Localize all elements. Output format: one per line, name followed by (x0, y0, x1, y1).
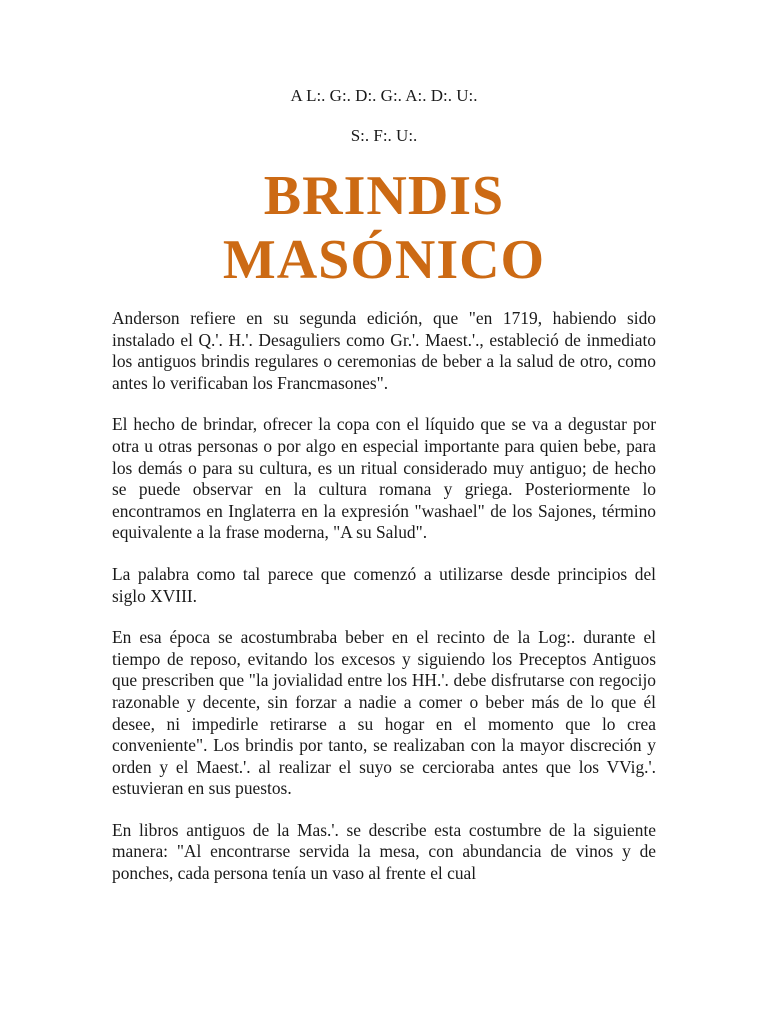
document-title (112, 164, 656, 292)
header-line-1: A L:. G:. D:. G:. A:. D:. U:. (290, 86, 478, 105)
paragraph-3: La palabra como tal parece que comenzó a utilizarse desde principios del siglo XVIII. (112, 563, 656, 606)
header-line-2: S:. F:. U:. (350, 126, 418, 145)
title-line-1: BRINDIS (263, 165, 505, 227)
title-line-2: MASÓNICO (222, 229, 546, 291)
paragraph-4: En esa época se acostumbraba beber en el recinto de la Log:. durante el tiempo de reposo, evitando los excesos y siguiendo los Preceptos Antiguos que prescriben que "la jovialidad entre los HH.'. debe disfrutarse con regocijo razonable y decente, sin forzar a nadie a comer o beber más de lo que él desee, ni impedirle retirarse a su hogar en el momento que lo crea conveniente". Los brindis por tanto, se realizaban con la mayor discreción y orden y el Maest.'. al realizar el suyo se cercioraba antes que los VVig.'. estuvieran en sus puestos. (112, 627, 656, 799)
paragraph-2: El hecho de brindar, ofrecer la copa con el líquido que se va a degustar por otra u otras personas o por algo en especial importante para quien bebe, para los demás o para su cultura, es un ritual considerado muy antiguo; de hecho se puede observar en la cultura romana y griega. Posteriormente lo encontramos en Inglaterra en la expresión "washael" de los Sajones, término equivalente a la frase moderna, "A su Salud". (112, 414, 656, 543)
body-text (112, 308, 656, 885)
paragraph-1: Anderson refiere en su segunda edición, que "en 1719, habiendo sido instalado el Q.'. H.'. Desaguliers como Gr.'. Maest.'., estableció de inmediato los antiguos brindis regulares o ceremonias de beber a la salud de otro, como antes lo verificaban los Francmasones". (112, 308, 656, 393)
paragraph-5: En libros antiguos de la Mas.'. se describe esta costumbre de la siguiente manera: "Al encontrarse servida la mesa, con abundancia de vinos y de ponches, cada persona tenía un vaso al frente el cual (112, 819, 656, 884)
